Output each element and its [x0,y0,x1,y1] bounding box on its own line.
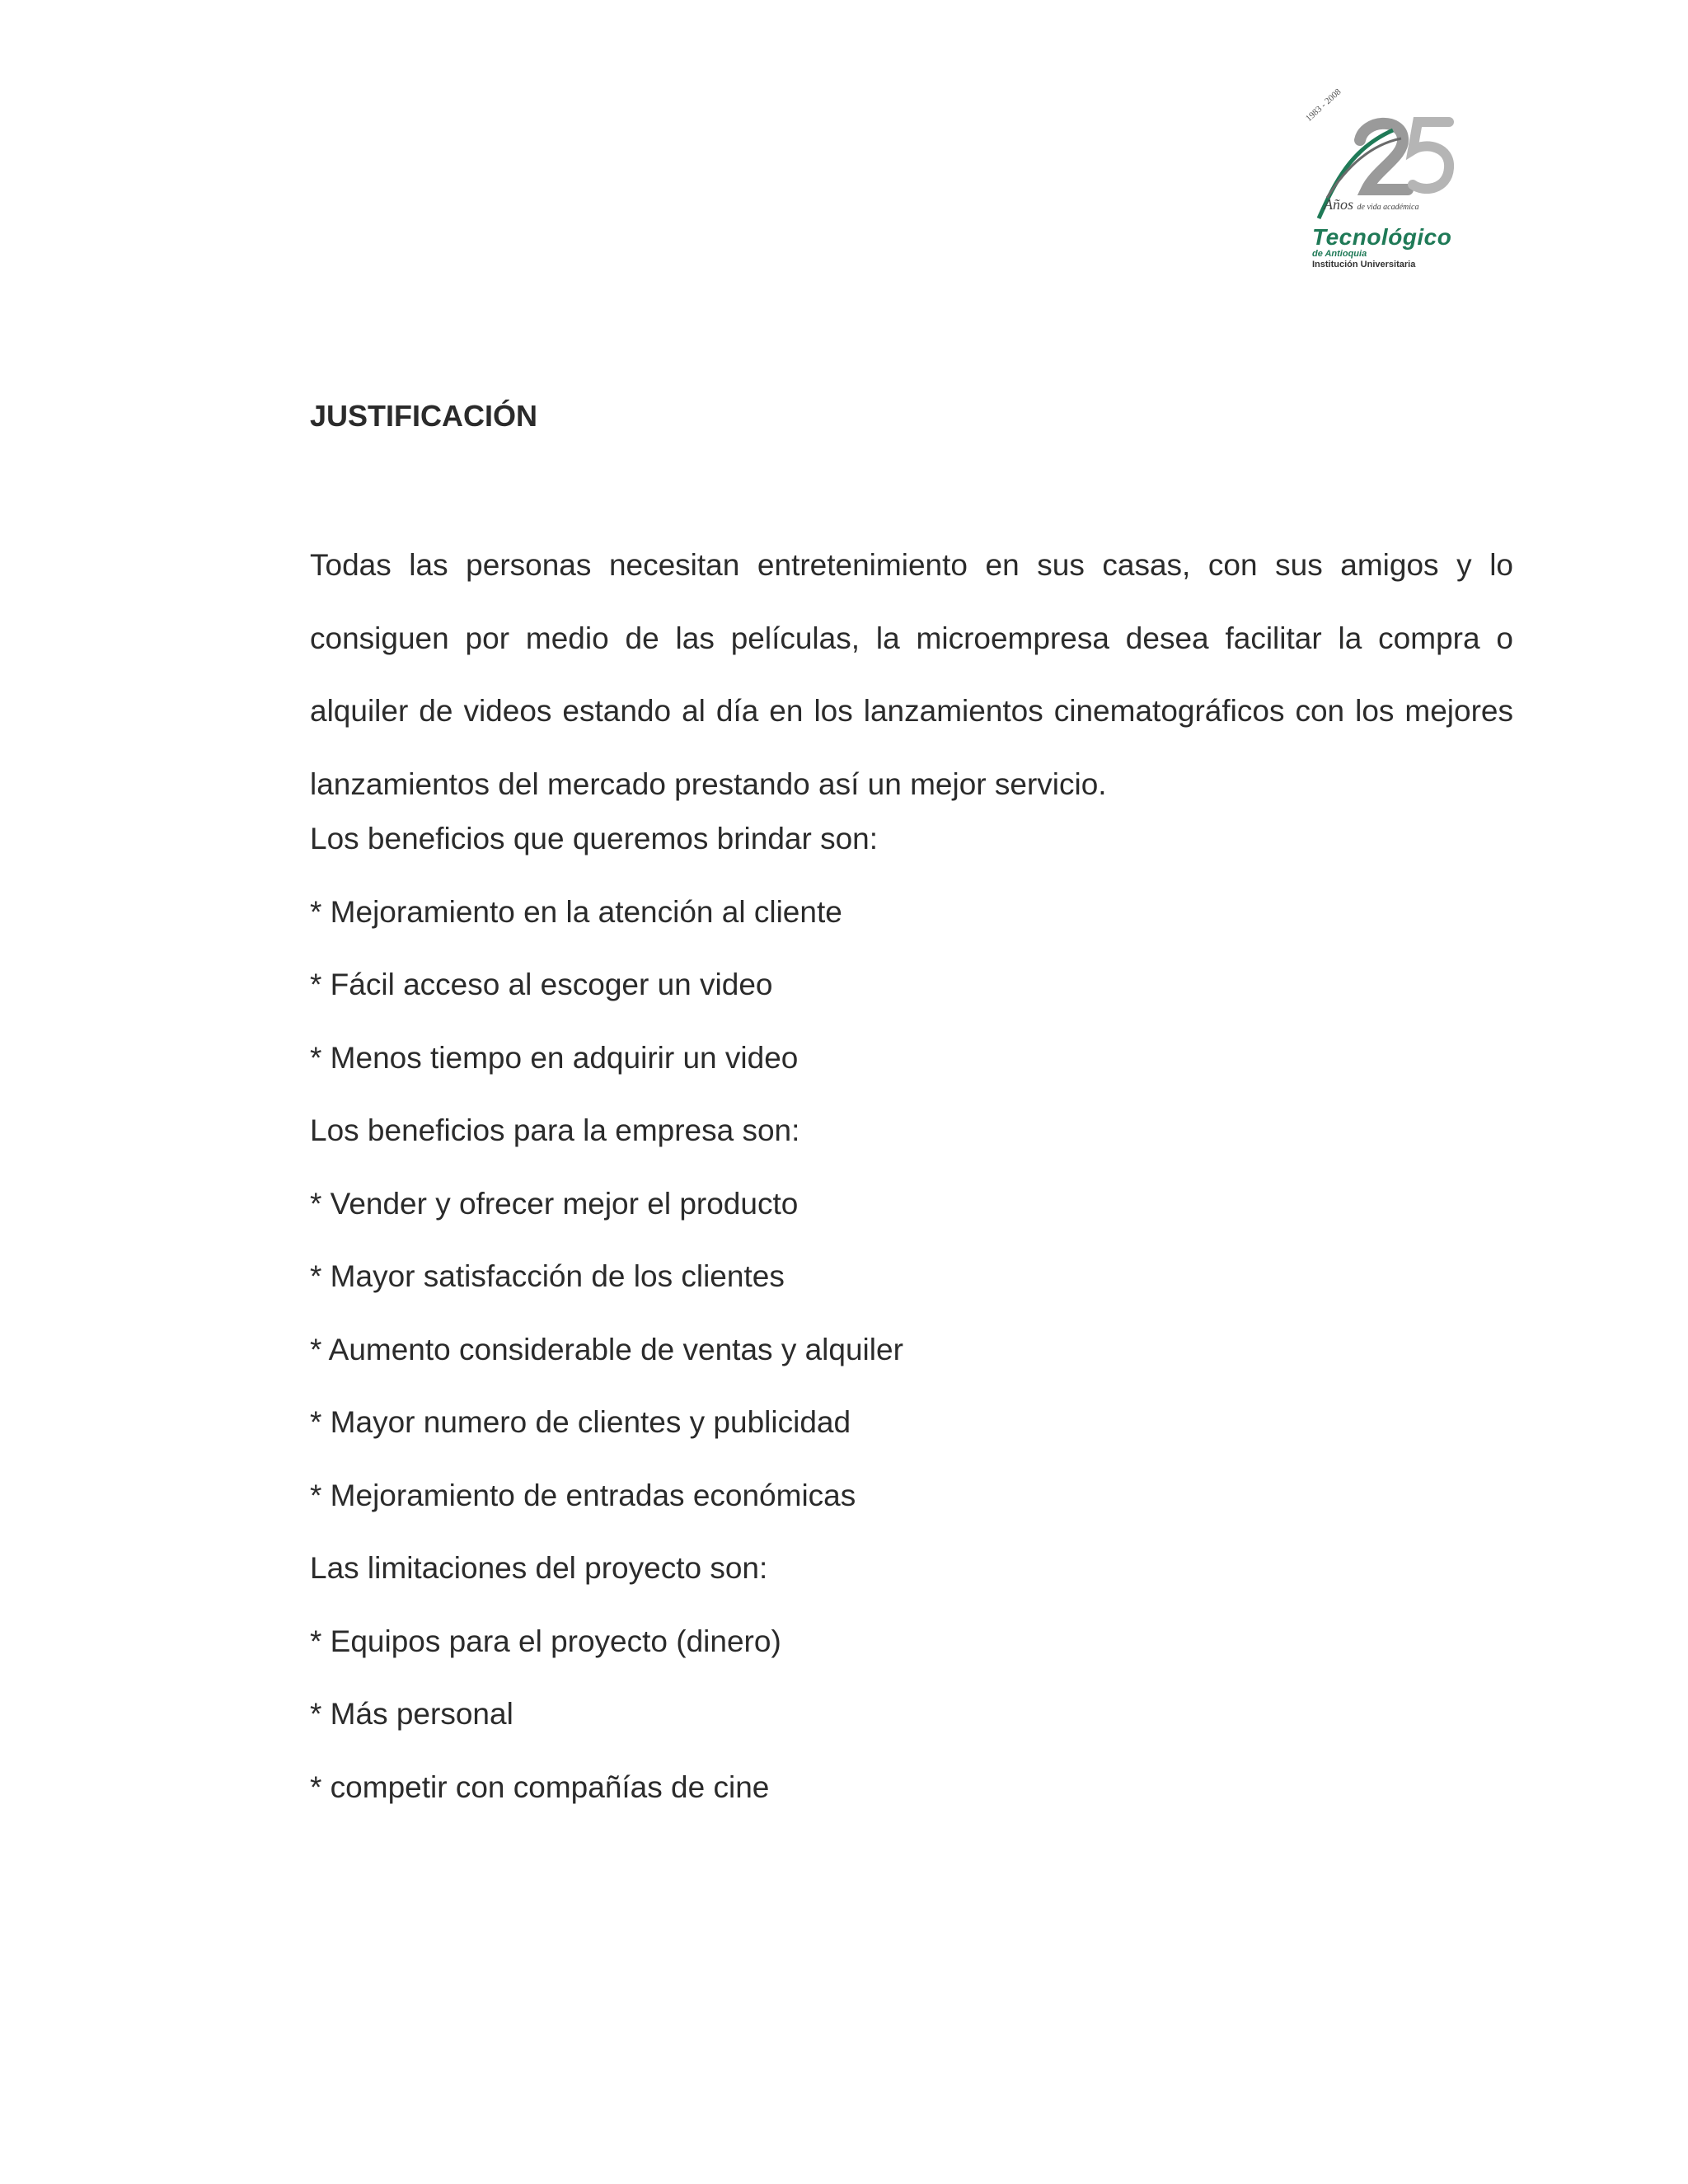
logo-years: 1983 - 2008 [1303,87,1343,124]
list-item: * Mayor numero de clientes y publicidad [310,1405,851,1439]
list-item: * Equipos para el proyecto (dinero) [310,1624,781,1658]
list-item: * Mejoramiento de entradas económicas [310,1479,856,1512]
list-item: * Aumento considerable de ventas y alquiler [310,1333,903,1366]
benefits-company-heading: Los beneficios para la empresa son: [310,1113,800,1147]
list-item: * Mayor satisfacción de los clientes [310,1259,785,1293]
logo-brand: Tecnológico [1312,224,1452,250]
list-item: * Vender y ofrecer mejor el producto [310,1187,799,1221]
intro-paragraph: Todas las personas necesitan entretenimiento en sus casas, con sus amigos y lo consiguen por medio de las películas, la microempresa desea facilitar la compra o alquiler de videos estando al día en los lanzamientos cinematográficos con los mejores lanzamientos del mercado prestando así un mejor servicio. [310,548,1513,801]
list-item: * Mejoramiento en la atención al cliente [310,895,842,929]
institution-logo [1302,87,1467,272]
list-item: * Más personal [310,1697,513,1731]
logo-brand-sub: de Antioquia [1312,249,1367,259]
logo-institution: Institución Universitaria [1312,260,1416,269]
list-item: * Fácil acceso al escoger un video [310,968,773,1001]
list-item: * competir con compañías de cine [310,1770,770,1804]
list-item: * Menos tiempo en adquirir un video [310,1041,799,1075]
benefits-customers-heading: Los beneficios que queremos brindar son: [310,822,879,855]
logo-anniversary-text: Años de vida académica [1324,196,1419,213]
limitations-heading: Las limitaciones del proyecto son: [310,1551,768,1585]
section-heading: JUSTIFICACIÓN [310,399,538,433]
